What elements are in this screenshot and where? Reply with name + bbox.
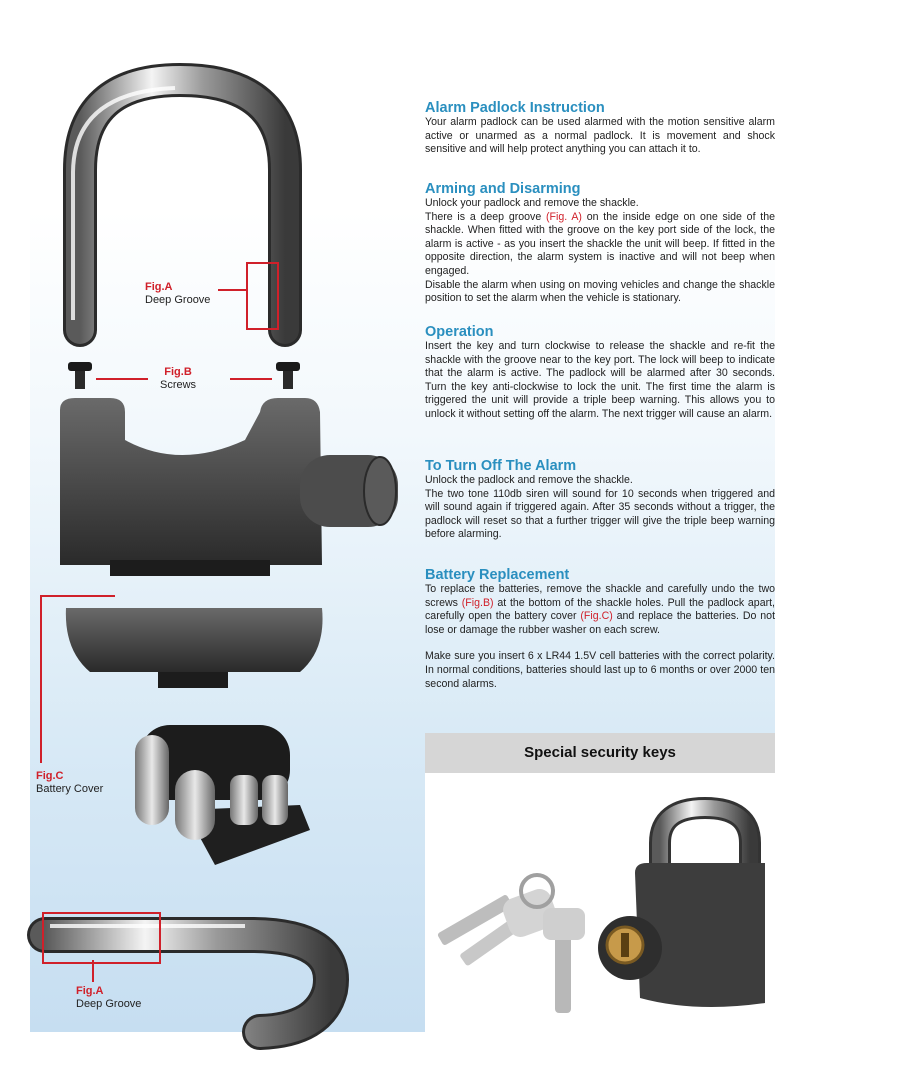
operation-body: Insert the key and turn clockwise to release the shackle and re-fit the shackle with the groove near to the key port. The lock will beep to indicate that the alarm is active. The padlock will be alarmed after 30 seconds. Turn the key anti-clockwise to lock the unit. The first time the alarm is triggered the unit will provide a triple beep warning. This allows you to unlock it without setting off the alarm. The next trigger will cause an alarm. [425, 340, 775, 420]
battery-p1-text-a: To replace the batteries, remove the shackle and carefully undo the two screws [425, 583, 775, 609]
arming-p1: Unlock your padlock and remove the shackle. [425, 197, 639, 209]
security-keys-panel [425, 733, 775, 1032]
section-battery [425, 567, 775, 691]
lock-body-image [60, 398, 398, 576]
fig-b-text: Screws [160, 379, 197, 391]
turn-off-title: To Turn Off The Alarm [425, 458, 577, 474]
security-keys-photo [425, 773, 775, 1032]
fig-a-bottom-label [76, 985, 141, 1011]
operation-title: Operation [425, 324, 494, 340]
security-keys-title: Special security keys [425, 733, 775, 773]
fig-c-text: Battery Cover [36, 783, 104, 795]
fig-a-top-label [145, 281, 210, 307]
arming-p2-text-a: There is a deep groove [425, 210, 546, 223]
turn-off-p2: The two tone 110db siren will sound for 10 seconds when triggered and will sound again if triggered again. After 35 seconds without a trigger, the padlock will reset so that a further trigger will give the triple beep warning before alarming. [425, 487, 775, 541]
section-instruction [425, 100, 775, 157]
battery-title: Battery Replacement [425, 567, 570, 583]
battery-pack-image [135, 725, 310, 865]
fig-b-leader-right [230, 378, 272, 380]
fig-a-bottom-leader [92, 960, 94, 982]
fig-a-top-code: Fig.A [145, 281, 173, 293]
arming-p3: Disable the alarm when using on moving vehicles and change the shackle position to set the alarm when the vehicle is stationary. [425, 278, 775, 305]
fig-a-bottom-text: Deep Groove [76, 998, 142, 1010]
fig-a-bottom-code: Fig.A [76, 985, 104, 997]
section-operation [425, 324, 775, 422]
fig-b-leader-left [96, 378, 148, 380]
fig-b-label [160, 366, 196, 392]
battery-p1 [425, 583, 775, 637]
battery-fig-b-ref: (Fig.B) [461, 596, 494, 609]
instruction-body: Your alarm padlock can be used alarmed with the motion sensitive alarm active or unarmed as a normal padlock. It is movement and shock sensitive and will help protect anything you can attach it to. [425, 116, 775, 156]
battery-p2: Make sure you insert 6 x LR44 1.5V cell batteries with the correct polarity. In normal conditions, batteries should last up to 6 months or over 2000 ten second alarms. [425, 650, 775, 690]
fig-a-bottom-highlight [42, 912, 161, 964]
arming-p2 [425, 211, 775, 279]
fig-c-leader-horizontal [40, 595, 115, 597]
fig-c-code: Fig.C [36, 770, 64, 782]
fig-c-label [36, 770, 103, 796]
arming-title: Arming and Disarming [425, 181, 581, 197]
screw-left-image [68, 362, 92, 389]
section-turn-off [425, 458, 775, 542]
section-arming [425, 181, 775, 306]
fig-a-top-text: Deep Groove [145, 294, 211, 306]
arming-p2-text-b: on the inside edge on one side of the shackle. When fitted with the groove on the key port side of the lock, the alarm is active - as you insert the shackle the unit will beep. If fitted in the opposite direction, the alarm system is inactive and will not beep when engaged. [425, 210, 776, 277]
turn-off-p1: Unlock the padlock and remove the shackle. [425, 474, 633, 486]
battery-fig-c-ref: (Fig.C) [580, 610, 613, 623]
fig-b-code: Fig.B [164, 366, 192, 378]
lock-base-image [66, 608, 323, 688]
fig-c-leader-vertical [40, 595, 42, 763]
fig-a-top-leader [218, 289, 246, 291]
instruction-title: Alarm Padlock Instruction [425, 100, 605, 116]
screw-right-image [276, 362, 300, 389]
arming-fig-a-ref: (Fig. A) [545, 210, 582, 223]
fig-a-top-highlight [246, 262, 279, 330]
battery-p1-text-b: at the bottom of the shackle holes. Pull the padlock apart, carefully open the battery cover [425, 596, 775, 623]
battery-p1-text-c: and replace the batteries. Do not lose or damage the rubber washer on each screw. [425, 610, 776, 636]
keys-and-padlock-image [425, 773, 775, 1032]
keys-bunch-image [437, 875, 585, 1013]
